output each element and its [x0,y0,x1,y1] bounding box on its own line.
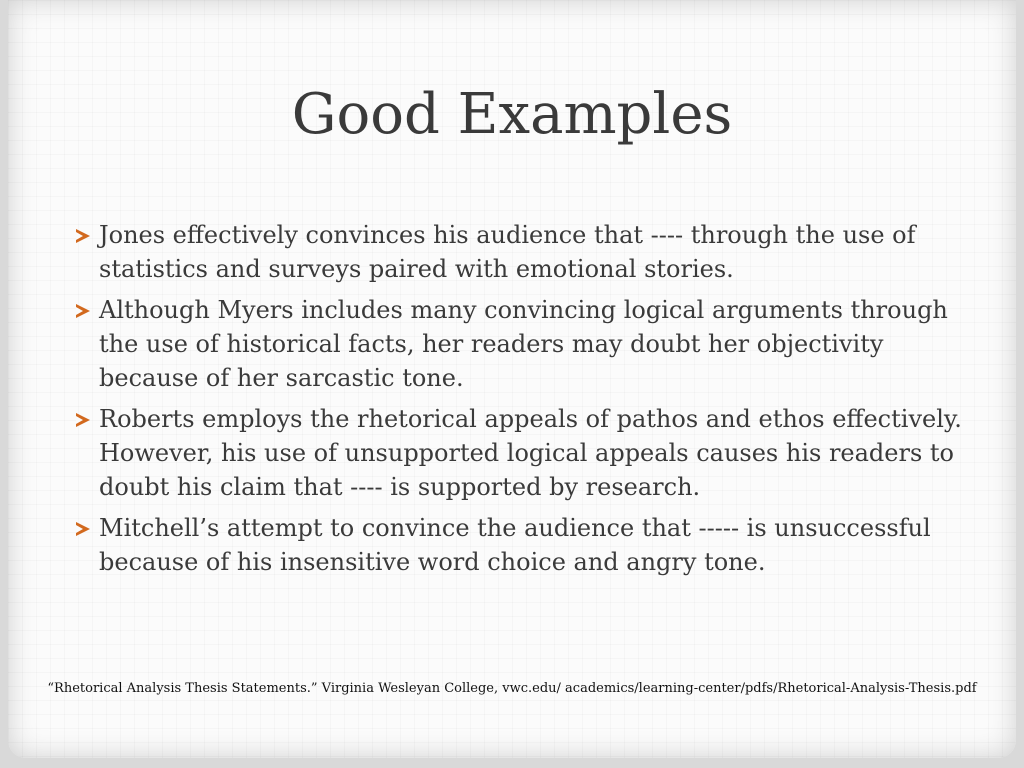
arrowhead-bullet-icon [76,413,90,427]
bullet-text: Mitchell’s attempt to convince the audience that ----- is unsuccessful because of his insensitive word choice and angry tone. [99,514,931,576]
arrowhead-bullet-icon [76,304,90,318]
bullet-item [76,218,966,286]
slide-title: Good Examples [291,82,733,147]
citation-text: “Rhetorical Analysis Thesis Statements.” Virginia Wesleyan College, vwc.edu/ academics/learning-center/pdfs/Rhetorical-Analysis-Thesis.pdf [47,681,977,696]
arrowhead-bullet-icon [76,229,90,243]
bullet-list [76,218,966,586]
bullet-text: Although Myers includes many convincing logical arguments through the use of historical facts, her readers may doubt her objectivity because of her sarcastic tone. [99,296,948,392]
bullet-item [76,402,966,504]
bullet-item [76,293,966,395]
arrowhead-bullet-icon [76,522,90,536]
bullet-text: Roberts employs the rhetorical appeals of pathos and ethos effectively. However, his use of unsupported logical appeals causes his readers to doubt his claim that ---- is supported by research. [99,405,962,501]
bullet-item [76,511,966,579]
bullet-text: Jones effectively convinces his audience that ---- through the use of statistics and surveys paired with emotional stories. [99,221,916,283]
